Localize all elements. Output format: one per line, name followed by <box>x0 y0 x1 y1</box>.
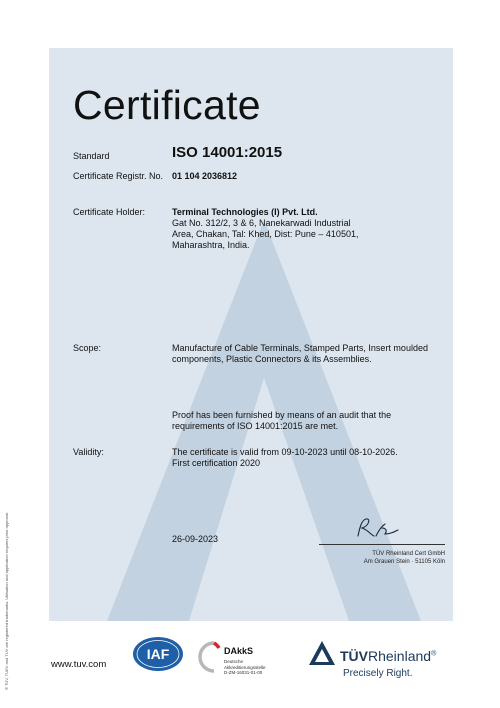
dakks-logo-icon <box>192 638 222 676</box>
scope-line: components, Plastic Connectors & its Assemblies. <box>172 354 372 364</box>
holder-name: Terminal Technologies (I) Pvt. Ltd. <box>172 207 318 217</box>
holder-block <box>172 207 442 251</box>
dakks-line: D-ZM-16031-01-00 <box>224 670 263 675</box>
dakks-name: DAkkS <box>224 646 254 656</box>
holder-address-line: Area, Chakan, Tal: Khed, Dist: Pune – 410501, <box>172 229 359 239</box>
iaf-text: IAF <box>146 646 170 662</box>
validity-line: First certification 2020 <box>172 458 261 468</box>
certificate-title: Certificate <box>73 82 261 128</box>
dakks-details <box>224 659 266 676</box>
holder-address-line: Maharashtra, India. <box>172 240 250 250</box>
holder-address-line: Gat No. 312/2, 3 & 6, Nanekarwadi Industrial <box>172 218 351 228</box>
tuv-tagline: Precisely Right. <box>343 668 413 679</box>
issuer-name: TÜV Rheinland Cert GmbH <box>372 551 445 557</box>
scope-block <box>172 343 442 365</box>
proof-line: requirements of ISO 14001:2015 are met. <box>172 421 339 431</box>
signature-icon <box>352 516 402 542</box>
validity-line: The certificate is valid from 09-10-2023 until 08-10-2026. <box>172 447 398 457</box>
registration-number: 01 104 2036812 <box>172 171 238 181</box>
dakks-line: Deutsche <box>224 659 244 664</box>
tuv-triangle-icon <box>308 640 336 666</box>
registration-label: Certificate Registr. No. <box>73 171 164 181</box>
issue-date: 26-09-2023 <box>172 534 219 544</box>
issuer-block <box>364 550 445 566</box>
scope-label: Scope: <box>73 343 102 353</box>
proof-block <box>172 410 442 432</box>
validity-block <box>172 447 442 469</box>
standard-label: Standard <box>73 151 110 161</box>
website-link[interactable]: www.tuv.com <box>51 659 107 670</box>
tuv-brand <box>340 648 436 664</box>
certificate-panel <box>49 48 453 621</box>
holder-label: Certificate Holder: <box>73 207 146 217</box>
iaf-logo-icon <box>132 635 184 673</box>
tuv-registered-mark: ® <box>431 650 437 658</box>
proof-line: Proof has been furnished by means of an audit that the <box>172 410 392 420</box>
dakks-line: Akkreditierungsstelle <box>224 664 266 670</box>
validity-label: Validity: <box>73 447 104 457</box>
signature-line <box>319 544 445 545</box>
tuv-brand-rest: Rheinland <box>368 648 432 664</box>
issuer-address: Am Grauen Stein · 51105 Köln <box>363 559 445 565</box>
trademark-side-note: ® TÜV, TUEV and TUV are registered trademarks. Utilisation and application requires prior approval. <box>4 512 9 690</box>
tuv-brand-bold: TÜV <box>340 648 368 664</box>
scope-line: Manufacture of Cable Terminals, Stamped Parts, Insert moulded <box>172 343 428 353</box>
standard-value: ISO 14001:2015 <box>172 144 283 161</box>
